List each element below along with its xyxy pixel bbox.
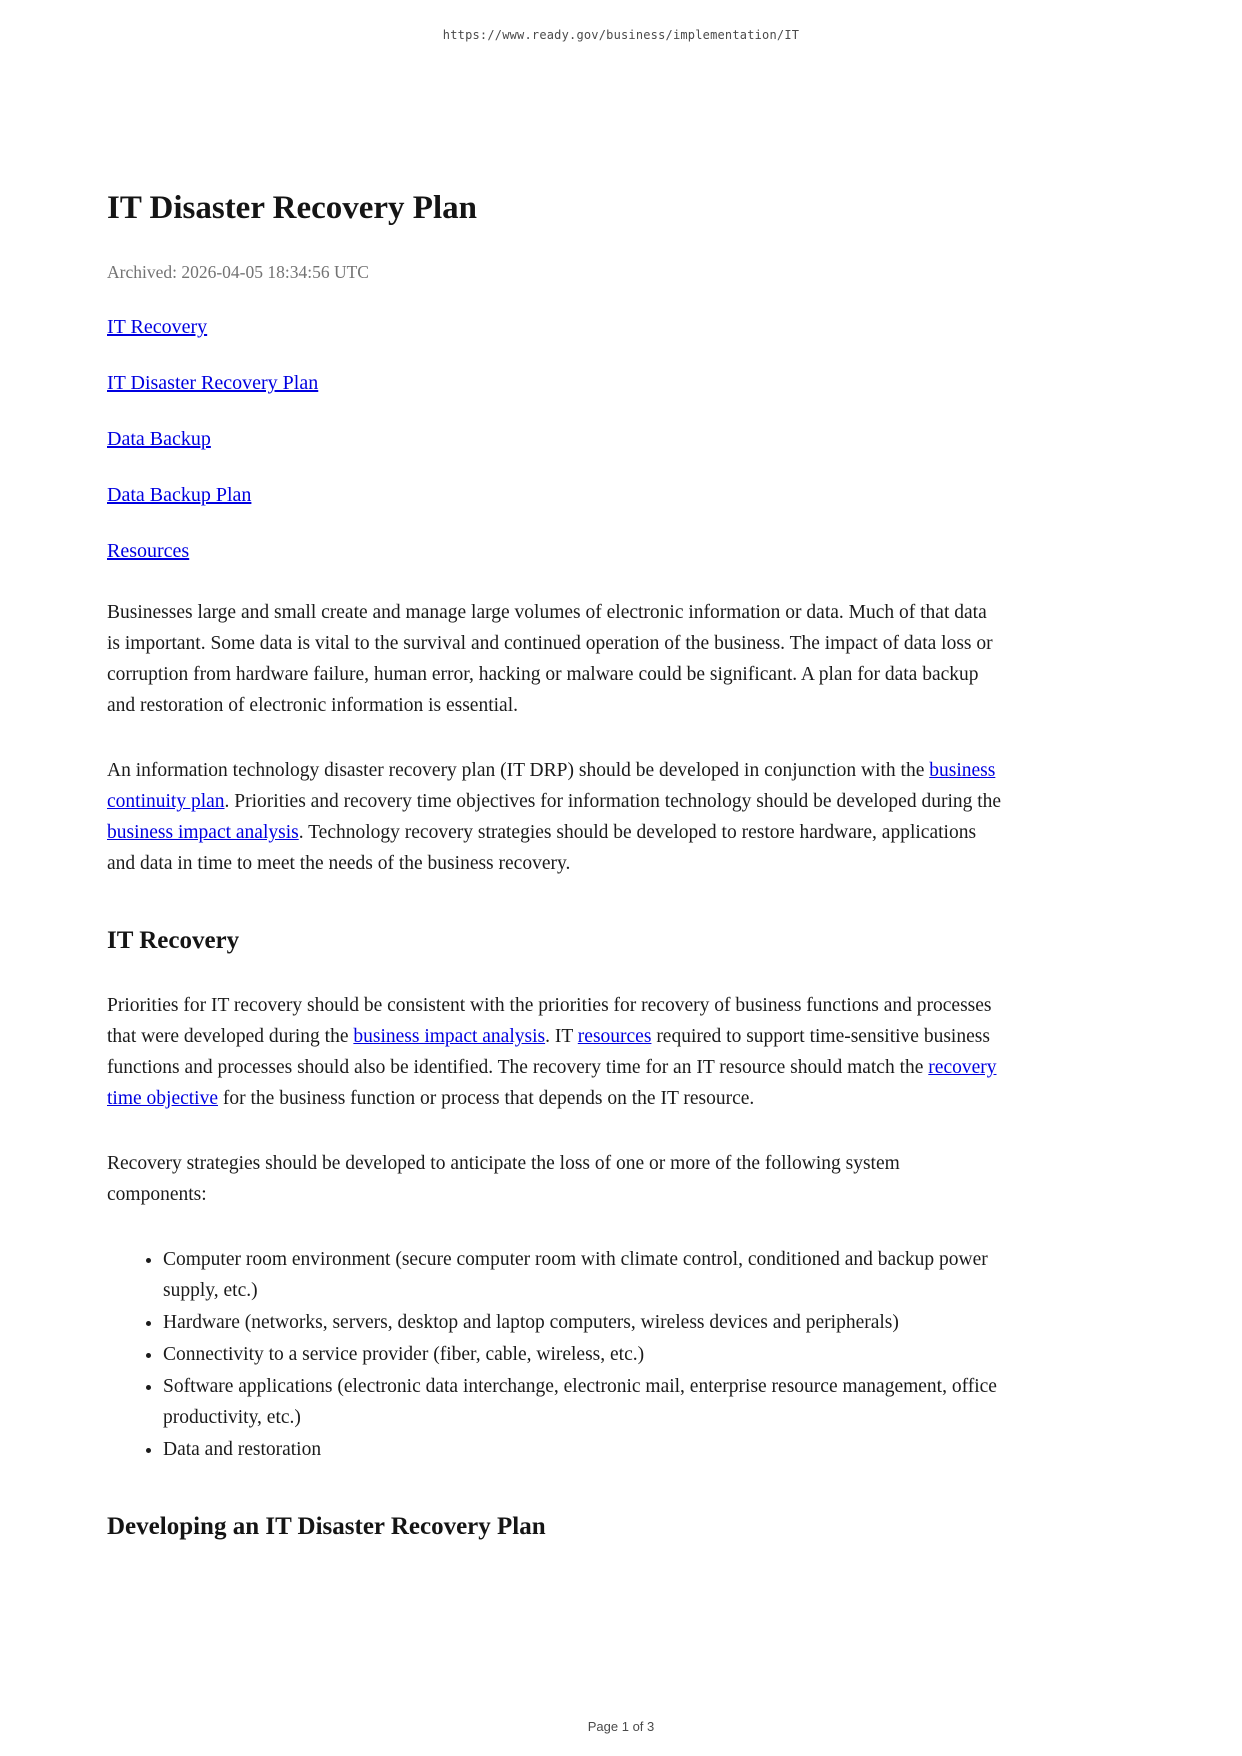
link-resources[interactable]: Resources (107, 539, 190, 562)
section-heading-it-recovery: IT Recovery (107, 926, 240, 954)
list-item-connectivity: • Connectivity to a service provider (fiber, cable, wireless, etc.) (163, 1339, 1004, 1370)
paragraph-text: An information technology disaster recovery plan (IT DRP) should be developed in conjunction with the (107, 759, 930, 781)
link-data-backup-plan[interactable]: Data Backup Plan (107, 483, 252, 506)
paragraph-it-recovery-1 (107, 990, 1004, 1114)
paragraph-text: Priorities for IT recovery should be consistent with the priorities for recovery of business functions and processes that were developed during the (107, 994, 992, 1047)
section-heading-developing-plan: Developing an IT Disaster Recovery Plan (107, 1512, 546, 1540)
paragraph-it-recovery-2: Recovery strategies should be developed to anticipate the loss of one or more of the following system components: (107, 1152, 900, 1205)
print-url-header: https://www.ready.gov/business/implementation/IT (442, 28, 800, 42)
list-item-hardware: • Hardware (networks, servers, desktop and laptop computers, wireless devices and peripherals) (163, 1307, 1004, 1338)
page-number-footer: Page 1 of 3 (587, 1719, 655, 1734)
toc-entry-data-backup-plan (107, 484, 1004, 507)
paragraph-text: for the business function or process that depends on the IT resource. (218, 1087, 755, 1109)
paragraph-intro-1: Businesses large and small create and manage large volumes of electronic information or data. Much of that data is important. Some data is vital to the survival and continued operation of the business. The impact of data loss or corruption from hardware failure, human error, hacking or malware could be significant. A plan for data backup and restoration of electronic information is essential. (107, 601, 993, 716)
system-components-list (107, 1244, 1004, 1465)
link-business-impact-analysis[interactable]: business impact analysis (107, 821, 299, 843)
link-it-recovery[interactable]: IT Recovery (107, 315, 208, 338)
list-item-computer-room: • Computer room environment (secure computer room with climate control, conditioned and backup power supply, etc.) (163, 1244, 1004, 1306)
toc-entry-data-backup (107, 428, 1004, 451)
paragraph-text: . IT (545, 1025, 578, 1047)
link-business-impact-analysis[interactable]: business impact analysis (353, 1025, 546, 1047)
document-body (107, 0, 1004, 1541)
paragraph-text: . Technology recovery strategies should be developed to restore hardware, applications and data in time to meet the needs of the business recovery. (107, 821, 977, 874)
paragraph-text: . Priorities and recovery time objectives for information technology should be developed during the (224, 790, 1002, 812)
paragraph-text: required to support time-sensitive business functions and processes should also be identified. The recovery time for an IT resource should match the (107, 1025, 990, 1078)
list-item-software-applications: • Software applications (electronic data interchange, electronic mail, enterprise resource management, office productivity, etc.) (163, 1371, 1004, 1433)
toc-entry-it-disaster-recovery-plan (107, 372, 1004, 395)
list-item-data-and-restoration: • Data and restoration (163, 1434, 1004, 1465)
archived-timestamp: Archived: 2026-04-05 18:34:56 UTC (107, 261, 369, 282)
link-data-backup[interactable]: Data Backup (107, 427, 211, 450)
link-resources-inline[interactable]: resources (577, 1025, 652, 1047)
toc-entry-it-recovery (107, 316, 1004, 339)
link-business-continuity-plan[interactable]: business continuity plan (107, 759, 996, 812)
link-recovery-time-objective[interactable]: recovery time objective (107, 1056, 997, 1109)
toc-entry-resources (107, 540, 1004, 563)
page-title: IT Disaster Recovery Plan (107, 190, 477, 226)
paragraph-intro-2 (107, 755, 1004, 879)
link-it-disaster-recovery-plan[interactable]: IT Disaster Recovery Plan (107, 371, 319, 394)
